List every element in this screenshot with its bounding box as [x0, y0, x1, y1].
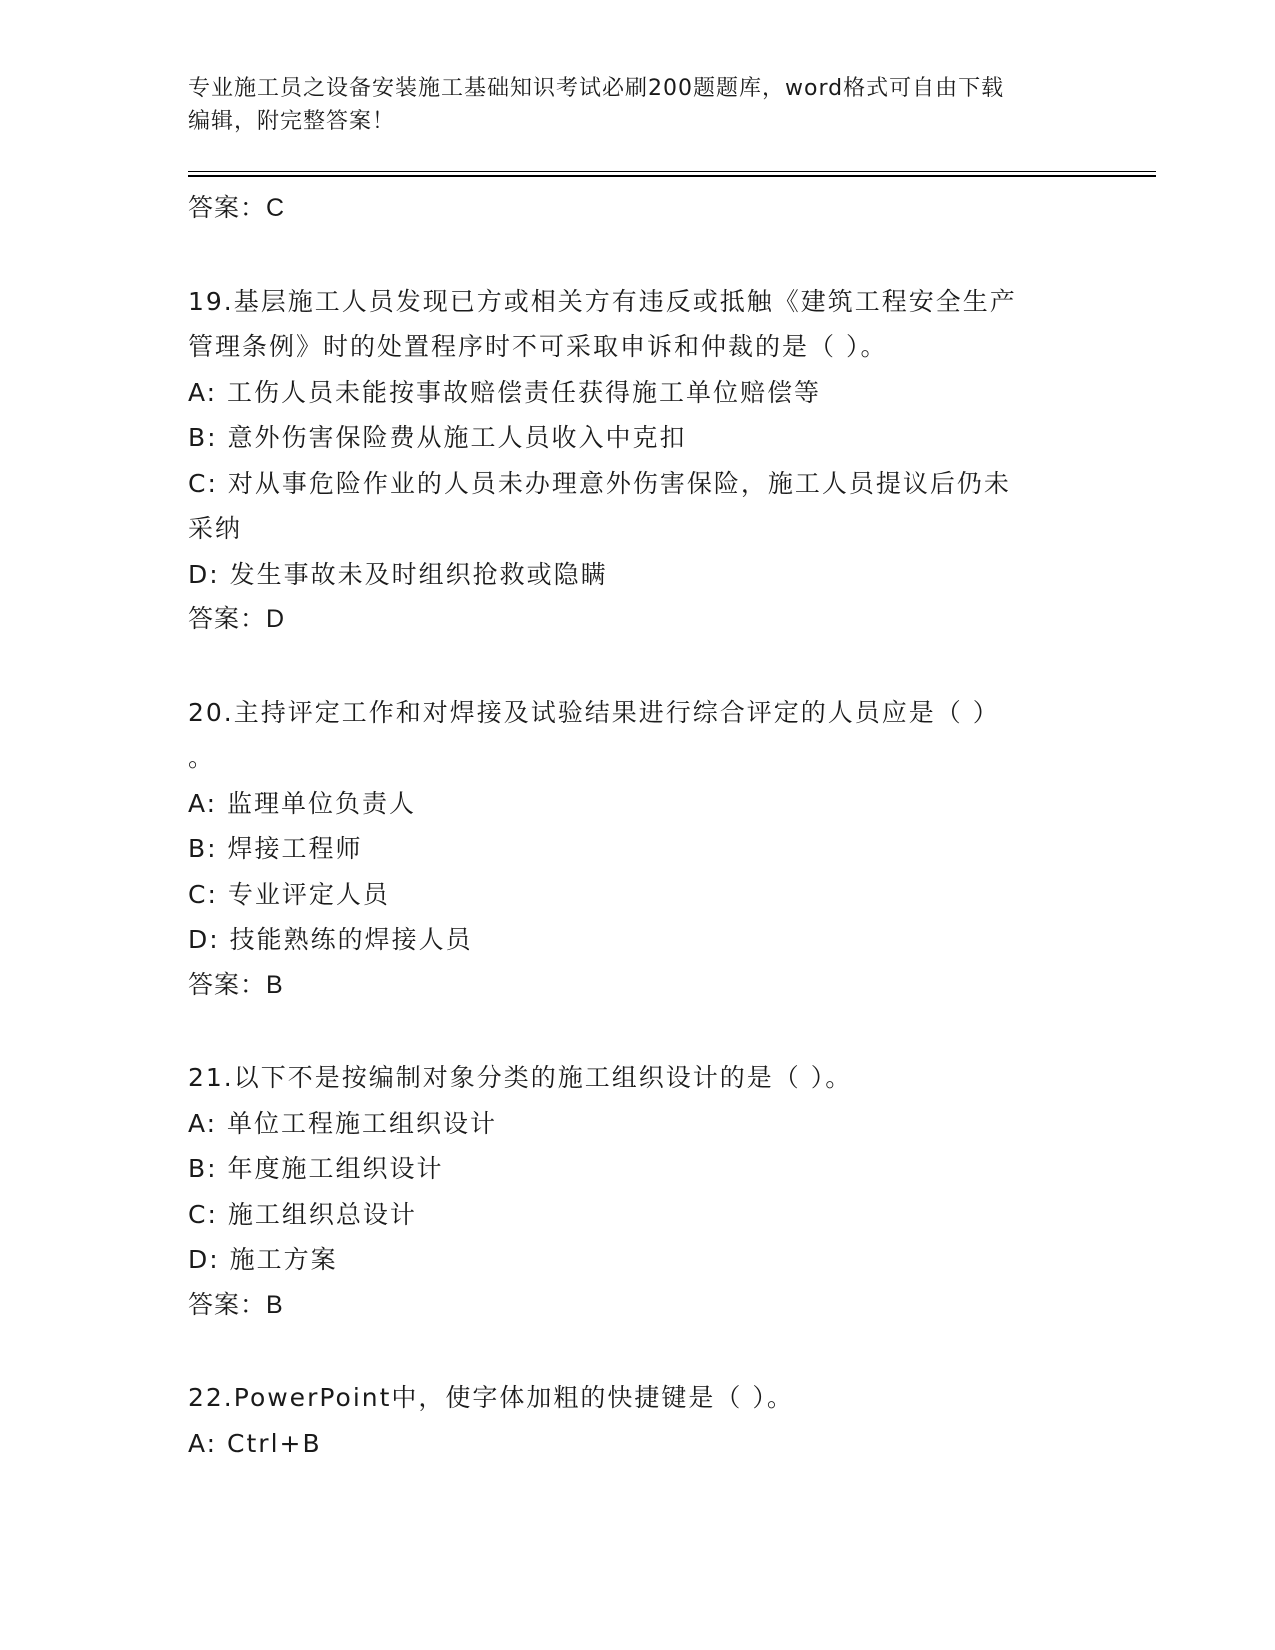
- option-b: B: 焊接工程师: [188, 834, 363, 863]
- question-text: 21.以下不是按编制对象分类的施工组织设计的是（ ）。: [188, 1063, 853, 1092]
- header-line-2: 编辑，附完整答案！: [188, 109, 396, 134]
- header-divider-thin: [188, 171, 1156, 172]
- option-c: C: 专业评定人员: [188, 879, 390, 909]
- question-block: [188, 279, 1088, 643]
- header-line-1: 专业施工员之设备安装施工基础知识考试必刷200题题库，word格式可自由下载: [188, 76, 1005, 101]
- option-d: D: 发生事故未及时组织抢救或隐瞒: [188, 559, 608, 589]
- option-a: A: 监理单位负责人: [188, 788, 417, 818]
- answer-line: 答案：B: [188, 970, 284, 999]
- question-text: 20.主持评定工作和对焊接及试验结果进行综合评定的人员应是（ ）: [188, 697, 1000, 727]
- question-text: 22.PowerPoint中，使字体加粗的快捷键是（ ）。: [188, 1383, 794, 1412]
- option-a: A: 工伤人员未能按事故赔偿责任获得施工单位赔偿等: [188, 377, 822, 407]
- option-c: C: 对从事危险作业的人员未办理意外伤害保险，施工人员提议后仍未: [188, 468, 1011, 498]
- spacer: [188, 643, 1088, 690]
- question-block: [188, 690, 1088, 1009]
- answer-line: 答案：B: [188, 1290, 284, 1319]
- question-block: [188, 1375, 1088, 1466]
- document-header: [188, 72, 1088, 138]
- header-divider-thick: [188, 175, 1156, 177]
- option-a: A: 单位工程施工组织设计: [188, 1108, 498, 1138]
- question-text: 。: [188, 743, 216, 772]
- answer-line: 答案：C: [188, 194, 286, 222]
- option-a: A: Ctrl+B: [188, 1428, 322, 1458]
- option-b: B: 意外伤害保险费从施工人员收入中克扣: [188, 423, 687, 452]
- answer-line: 答案：D: [188, 605, 286, 633]
- spacer: [188, 232, 1088, 279]
- option-d: D: 施工方案: [188, 1245, 338, 1274]
- question-block: [188, 1055, 1088, 1328]
- option-c-continued: 采纳: [188, 514, 243, 543]
- spacer: [188, 1008, 1088, 1055]
- option-c: C: 施工组织总设计: [188, 1199, 417, 1229]
- spacer: [188, 1328, 1088, 1375]
- question-text: 19.基层施工人员发现已方或相关方有违反或抵触《建筑工程安全生产: [188, 286, 1017, 316]
- option-b: B: 年度施工组织设计: [188, 1154, 444, 1183]
- option-d: D: 技能熟练的焊接人员: [188, 925, 473, 954]
- question-text: 管理条例》时的处置程序时不可采取申诉和仲裁的是（ ）。: [188, 332, 888, 361]
- question-list: [188, 186, 1088, 1466]
